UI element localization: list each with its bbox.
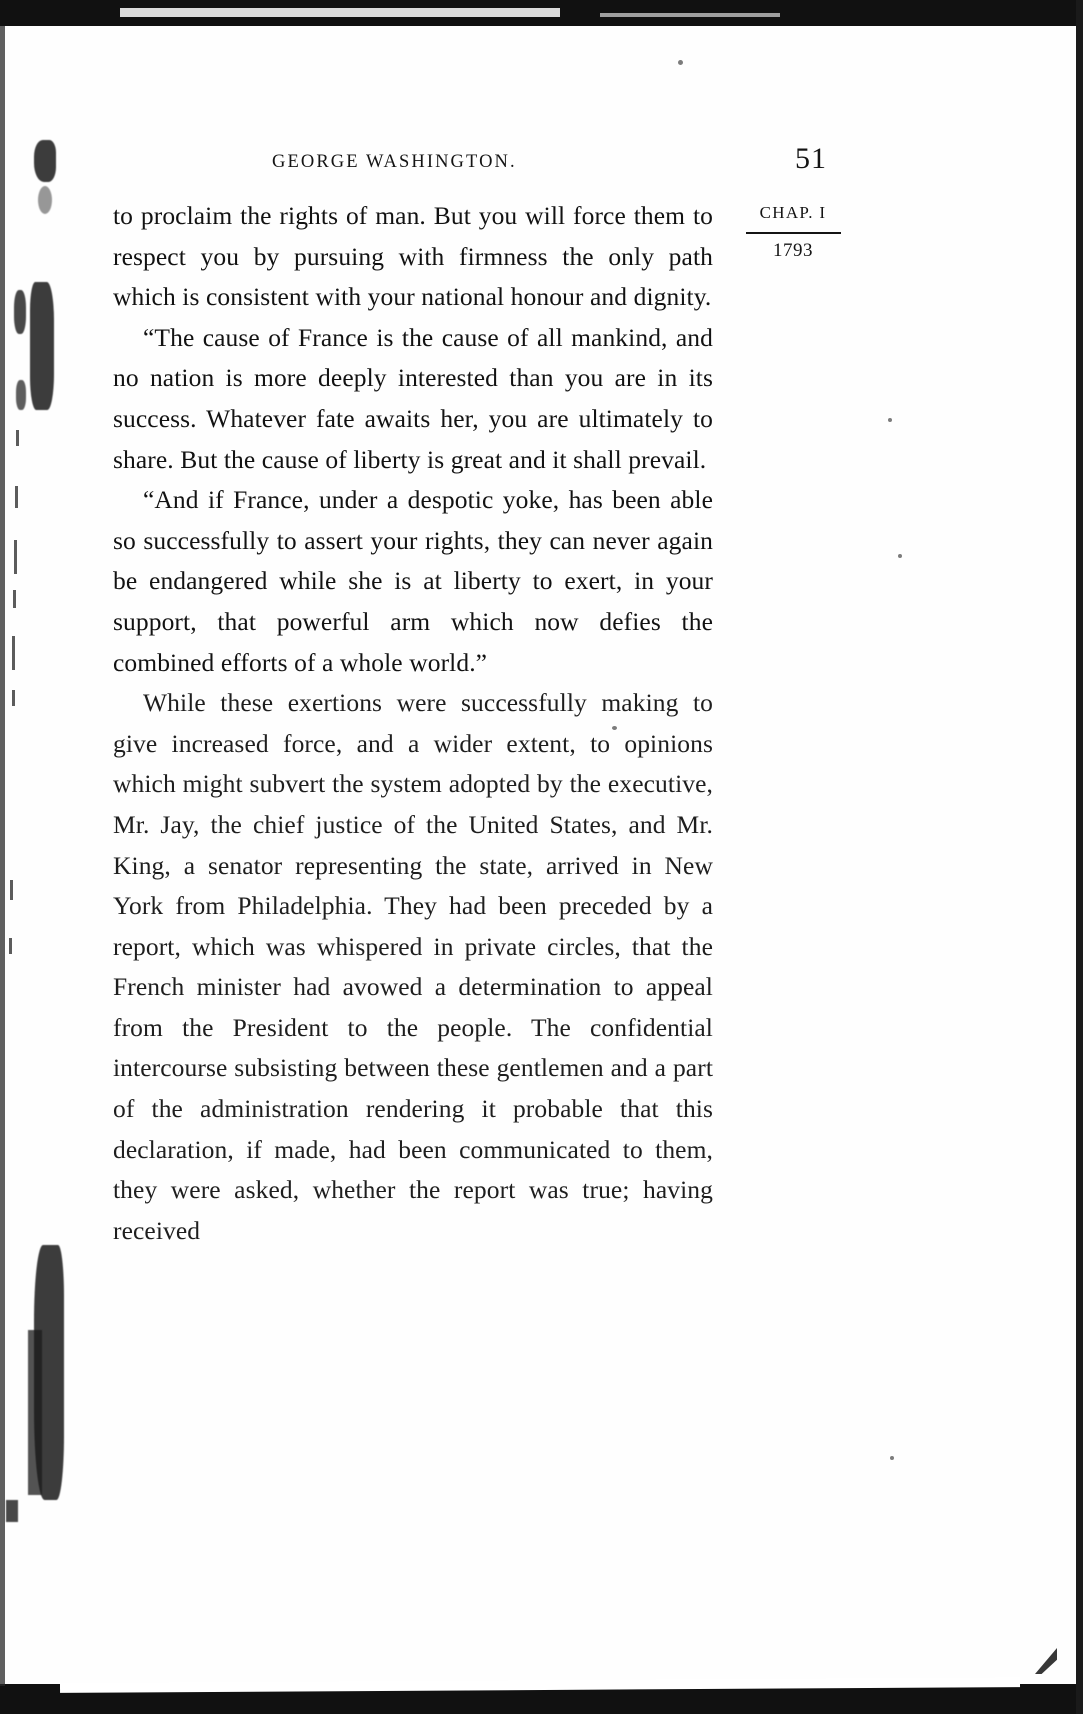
corner-mark [1035, 1648, 1057, 1674]
gutter-tick [9, 938, 12, 954]
page-speck [898, 554, 902, 558]
margin-note-year: 1793 [773, 240, 813, 261]
margin-note-rule [746, 232, 841, 234]
page-speck [890, 1456, 894, 1460]
scan-edge-right [1076, 0, 1083, 1714]
gutter-smudge [14, 290, 26, 334]
gutter-smudge [38, 186, 52, 214]
running-head: GEORGE WASHINGTON. [272, 152, 517, 172]
gutter-tick [16, 430, 19, 446]
scan-edge-bottom [0, 1684, 1083, 1714]
page-speck [678, 60, 683, 65]
gutter-tick [14, 540, 17, 574]
gutter-smudge [34, 140, 56, 182]
gutter-smudge [6, 1500, 18, 1522]
page-speck [888, 418, 892, 422]
paragraph: to proclaim the rights of man. But you will force them to respect you by pursuing with firmness the only path which is consistent with your national honour and dignity. [113, 201, 713, 312]
gutter-tick [12, 636, 15, 670]
gutter-tick [10, 880, 13, 900]
gutter-smudge [30, 282, 54, 410]
margin-note [738, 203, 848, 262]
gutter-smudge [16, 380, 26, 410]
margin-note-chapter: CHAP. I [759, 203, 827, 222]
page-number: 51 [795, 142, 827, 175]
gutter-tick [12, 690, 15, 706]
gutter-smudge [28, 1330, 42, 1495]
scan-edge-left [0, 26, 5, 1686]
paragraph: “And if France, under a despotic yoke, has been able so successfully to assert your rights, they can never again be endangered while she is at liberty to exert, in your support, that powerful arm which now defies the combined efforts of a whole world.” [113, 485, 713, 677]
paragraph: “The cause of France is the cause of all mankind, and no nation is more deeply interested than you are in its success. Whatever fate awaits her, you are ultimately to share. But the cause of liberty is great and it shall prevail. [113, 322, 713, 474]
gutter-tick [13, 590, 16, 608]
gutter-tick [15, 486, 18, 508]
scan-edge-top [0, 0, 1083, 26]
body-text-column [113, 196, 713, 1251]
paragraph: While these exertions were successfully making to give increased force, and a wider extent, to opinions which might subvert the system adopted by the executive, Mr. Jay, the chief justice of the United States, and Mr. King, a senator representing the state, arrived in New York from Philadelphia. They had been preceded by a report, which was whispered in private circles, that the French minister had avowed a determination to appeal from the President to the people. The confidential intercourse subsisting between these gentlemen and a part of the administration rendering it probable that this declaration, if made, had been communicated to them, they were asked, whether the report was true; having received [113, 688, 713, 1245]
